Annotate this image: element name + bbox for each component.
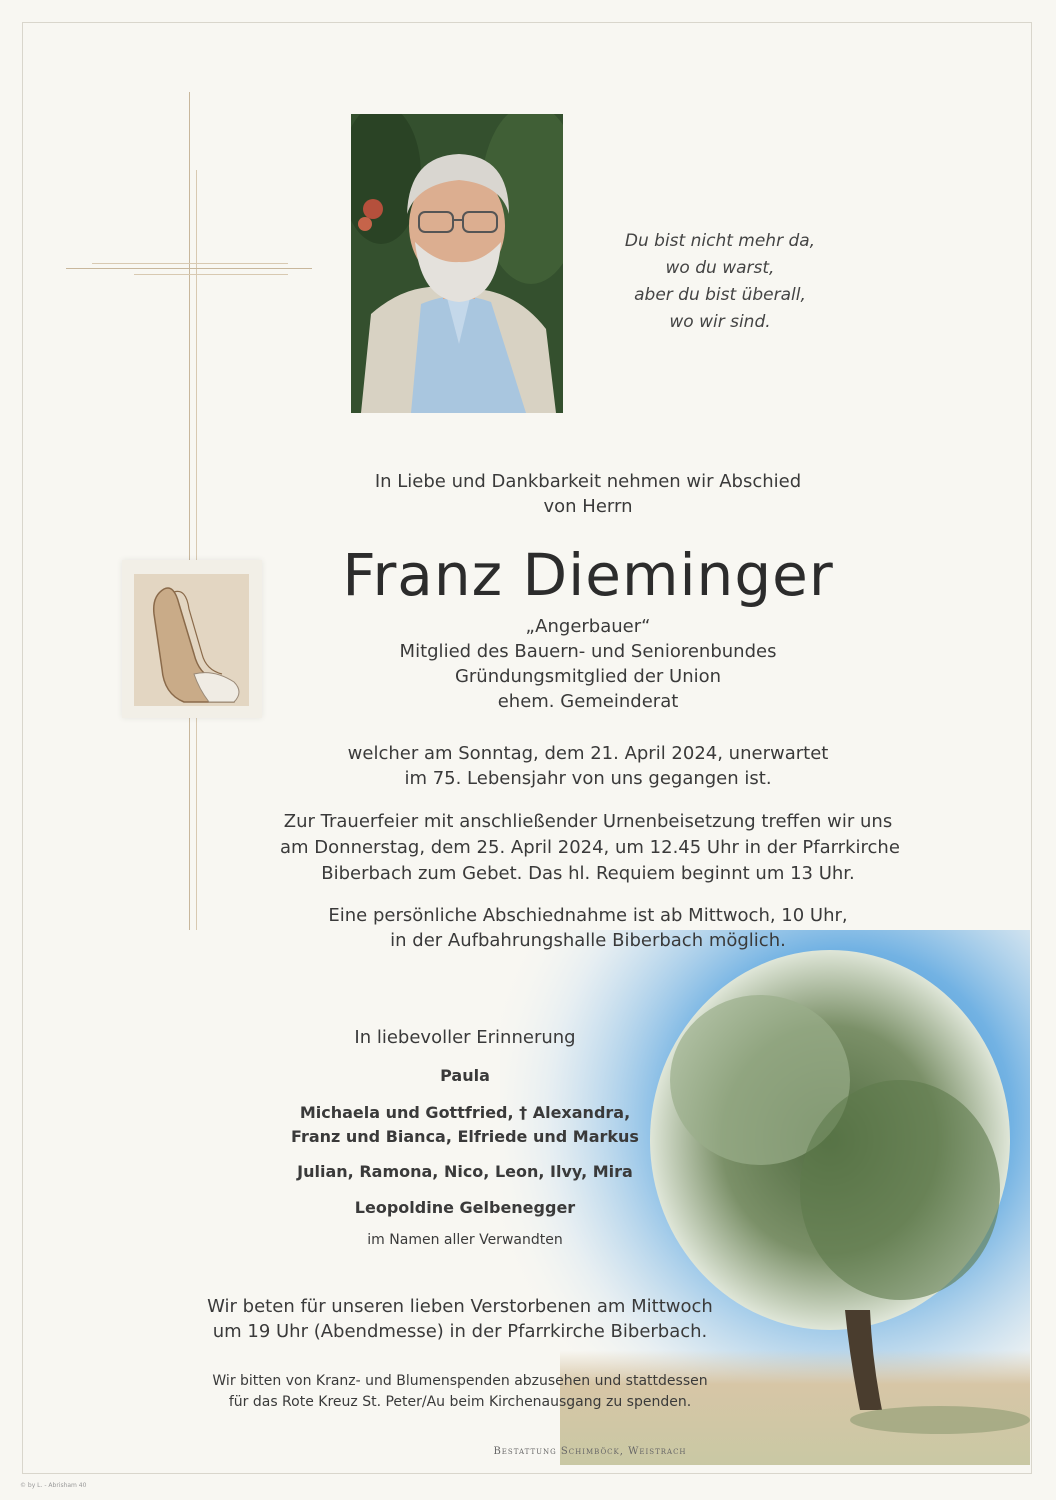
deceased-title: Mitglied des Bauern- und Seniorenbundes (399, 641, 777, 662)
intro-text (280, 469, 896, 519)
praying-hands-card (122, 560, 262, 718)
death-announcement (280, 741, 896, 791)
donation-line: für das Rote Kreuz St. Peter/Au beim Kirchenausgang zu spenden. (228, 1394, 692, 1410)
deceased-titles (280, 614, 896, 714)
cross-vertical-line (189, 92, 190, 930)
funeral-line: Zur Trauerfeier mit anschließender Urnenbeisetzung treffen wir uns (283, 811, 893, 832)
quote-line: Du bist nicht mehr da, (624, 231, 816, 251)
deceased-title: ehem. Gemeinderat (497, 691, 679, 712)
viewing-info (280, 903, 896, 953)
donation-line: Wir bitten von Kranz- und Blumenspenden abzusehen und stattdessen (212, 1373, 708, 1389)
prayer-line: Wir beten für unseren lieben Verstorbenen am Mittwoch (207, 1296, 713, 1317)
cross-horizontal-line-upper (92, 263, 288, 264)
funeral-line: am Donnerstag, dem 25. April 2024, um 12.45 Uhr in der Pfarrkirche (280, 837, 900, 858)
intro-line: von Herrn (543, 496, 633, 517)
cross-horizontal-line-lower (134, 274, 288, 275)
death-line: im 75. Lebensjahr von uns gegangen ist. (404, 768, 772, 789)
funeral-info (280, 809, 900, 887)
portrait-photo (351, 114, 563, 413)
prayer-info (170, 1294, 750, 1344)
death-line: welcher am Sonntag, dem 21. April 2024, unerwartet (347, 743, 829, 764)
deceased-name: Franz Dieminger (342, 541, 834, 609)
viewing-line: in der Aufbahrungshalle Biberbach möglich. (390, 930, 786, 951)
mourner-children (250, 1101, 680, 1149)
viewing-line: Eine persönliche Abschiednahme ist ab Mittwoch, 10 Uhr, (328, 905, 848, 926)
cross-vertical-line-inner (196, 170, 197, 930)
prayer-line: um 19 Uhr (Abendmesse) in der Pfarrkirche Biberbach. (212, 1321, 708, 1342)
mourner-relatives: im Namen aller Verwandten (367, 1232, 563, 1248)
quote-line: wo du warst, (665, 258, 775, 278)
mourner-children-line: Michaela und Gottfried, † Alexandra, (299, 1103, 631, 1122)
undertaker-name: Bestattung Schimböck, Weistrach (493, 1446, 687, 1457)
quote-line: wo wir sind. (669, 312, 771, 332)
mourner-other: Leopoldine Gelbenegger (354, 1198, 576, 1217)
deceased-title: Gründungsmitglied der Union (454, 666, 722, 687)
donation-info (170, 1371, 750, 1413)
quote-line: aber du bist überall, (634, 285, 806, 305)
praying-hands-icon (134, 574, 249, 706)
mourner-children-line: Franz und Bianca, Elfriede und Markus (291, 1127, 639, 1146)
mourner-spouse: Paula (440, 1066, 490, 1085)
intro-line: In Liebe und Dankbarkeit nehmen wir Abschied (374, 471, 802, 492)
mourner-grandchildren: Julian, Ramona, Nico, Leon, Ilvy, Mira (297, 1162, 633, 1181)
deceased-nickname: „Angerbauer“ (525, 616, 651, 637)
funeral-line: Biberbach zum Gebet. Das hl. Requiem beginnt um 13 Uhr. (321, 863, 855, 884)
cross-horizontal-line (66, 268, 312, 269)
copyright-note: © by L. - Abrisham 40 (20, 1482, 87, 1489)
mourners-intro: In liebevoller Erinnerung (354, 1027, 576, 1048)
memorial-quote (590, 228, 850, 336)
